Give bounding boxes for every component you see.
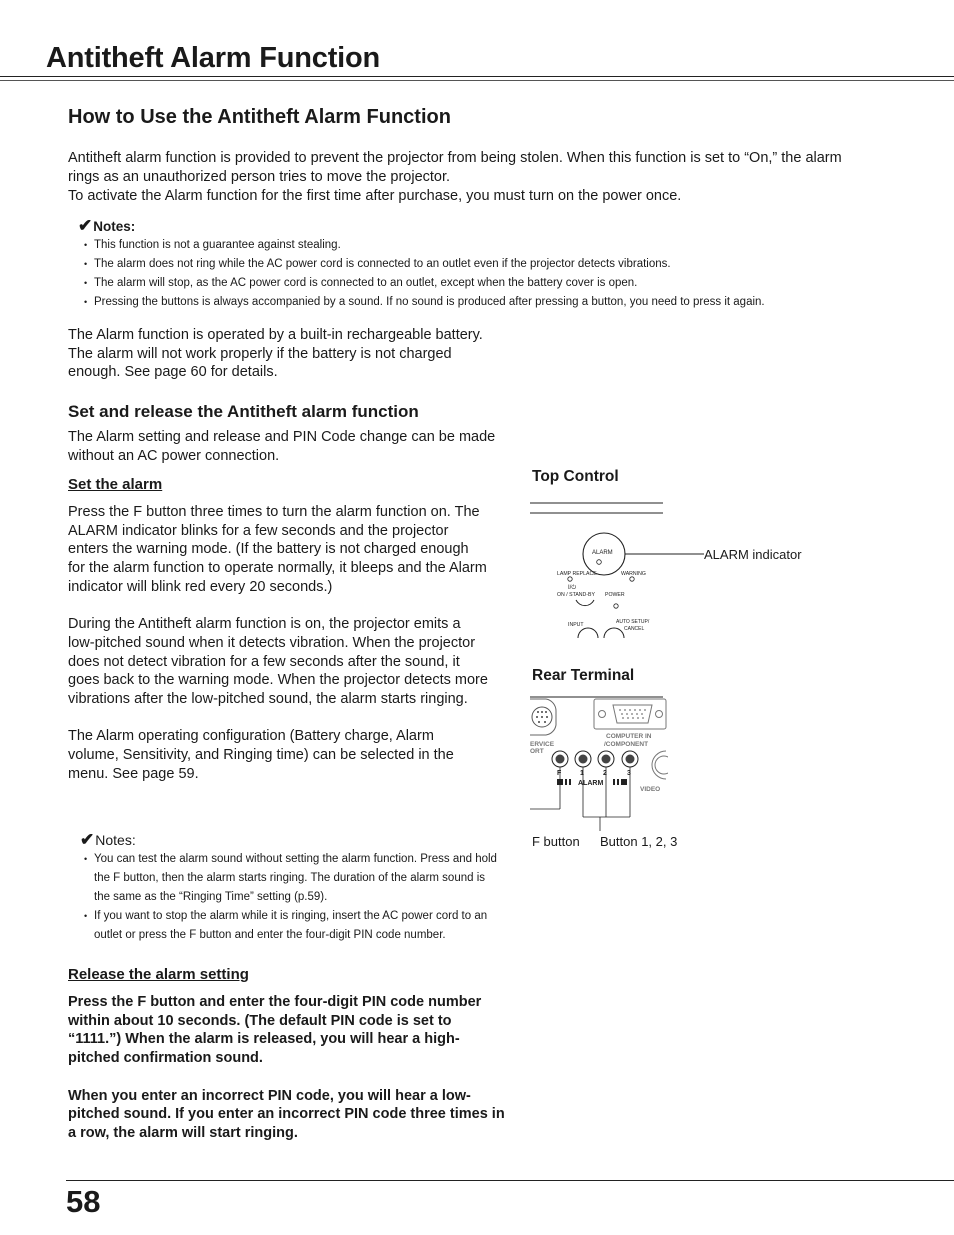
panel-text-component: /COMPONENT bbox=[604, 741, 649, 748]
notes-list bbox=[84, 236, 838, 312]
screw-icon bbox=[599, 711, 606, 718]
note-item: • Pressing the buttons is always accompanied by a sound. If no sound is produced after pressing a button, you need to press it again. bbox=[84, 293, 838, 312]
set-alarm-paragraph: The Alarm operating configuration (Battery charge, Alarm volume, Sensitivity, and Ringing time) can be selected in the menu. See page 59. bbox=[68, 728, 454, 782]
alarm-led-icon bbox=[597, 560, 602, 565]
panel-text-alarm: ALARM bbox=[578, 780, 604, 787]
alarm-bar-right-icon bbox=[613, 779, 615, 785]
panel-text-warning: WARNING bbox=[621, 571, 646, 577]
title-rule bbox=[0, 76, 954, 77]
intro-paragraph: To activate the Alarm function for the first time after purchase, you must turn on the power once. bbox=[68, 188, 682, 204]
notes-list bbox=[84, 850, 500, 945]
set-alarm-paragraph: Press the F button three times to turn the alarm function on. The ALARM indicator blinks for a few seconds and the projector enters the warning mode. (If the battery is not charged enough for the alarm function to operate normally, it bleeps and the Alarm indicator will blink red every 20 seconds.) bbox=[68, 504, 487, 595]
release-alarm-heading: Release the alarm setting bbox=[68, 966, 249, 983]
note-item: • You can test the alarm sound without setting the alarm function. Press and hold the F button, then the alarm starts ringing. The duration of the alarm sound is the same as the “Ringing Time” setting (p.59). bbox=[84, 850, 500, 907]
panel-text-video: VIDEO bbox=[640, 786, 661, 793]
buttons-label: Button 1, 2, 3 bbox=[600, 834, 678, 849]
set-alarm-paragraph: During the Antitheft alarm function is on, the projector emits a low-pitched sound when it detects vibration. When the projector does not detect vibration for a few seconds after the sound, it goes back to the warning mode. When the projector detects more vibrations after the low-pitched sound, the alarm starts ringing. bbox=[68, 616, 488, 708]
set-alarm-body bbox=[68, 503, 488, 802]
battery-paragraph: The Alarm function is operated by a built-in rechargeable battery. The alarm will not work properly if the battery is not charged enough. See page 60 for details. bbox=[68, 327, 483, 381]
screw-icon bbox=[656, 711, 663, 718]
notes-heading: ✔Notes: bbox=[80, 830, 136, 849]
panel-text-power: POWER bbox=[605, 592, 625, 598]
intro-text bbox=[68, 149, 868, 206]
subsection-description: The Alarm setting and release and PIN Code change can be made without an AC power connection. bbox=[68, 429, 496, 464]
note-item: • If you want to stop the alarm while it is ringing, insert the AC power cord to an outlet or press the F button and enter the four-digit PIN code number. bbox=[84, 907, 500, 945]
input-button-arc bbox=[578, 628, 598, 638]
power-symbol-icon: I/⏻ bbox=[568, 585, 577, 591]
auto-setup-button-arc bbox=[604, 628, 624, 638]
lamp-led-icon bbox=[568, 577, 572, 581]
title-rule-secondary bbox=[0, 80, 954, 81]
standby-button-arc bbox=[576, 600, 594, 606]
rear-terminal-label: Rear Terminal bbox=[532, 667, 635, 684]
checkmark-icon: ✔ bbox=[80, 830, 95, 849]
release-paragraph: Press the F button and enter the four-digit PIN code number within about 10 seconds. (The default PIN code is set to “1111.”) When the alarm is released, you will hear a high-pitched confirmation sound. bbox=[68, 994, 482, 1067]
notes-box bbox=[78, 216, 838, 312]
panel-text-service: ERVICE bbox=[530, 741, 555, 748]
video-jack-icon bbox=[655, 756, 668, 774]
top-control-label: Top Control bbox=[532, 468, 619, 485]
set-alarm-heading: Set the alarm bbox=[68, 476, 163, 493]
video-jack-housing bbox=[652, 751, 666, 779]
panel-text-1: 1 bbox=[580, 770, 584, 777]
panel-text-alarm: ALARM bbox=[592, 550, 613, 556]
panel-text-cancel: CANCEL bbox=[624, 626, 645, 632]
intro-paragraph: Antitheft alarm function is provided to prevent the projector from being stolen. When this function is set to “On,” the alarm rings as an unauthorized person tries to move the projector. bbox=[68, 150, 842, 185]
checkmark-icon: ✔ bbox=[78, 216, 93, 235]
note-item: • This function is not a guarantee against stealing. bbox=[84, 236, 838, 255]
rear-terminal-diagram bbox=[528, 693, 668, 833]
note-item: • The alarm does not ring while the AC power cord is connected to an outlet even if the projector detects vibrations. bbox=[84, 255, 838, 274]
notes-heading: ✔Notes: bbox=[78, 216, 136, 235]
panel-text-auto-setup: AUTO SETUP/ bbox=[616, 619, 650, 625]
warning-led-icon bbox=[630, 577, 634, 581]
panel-text-lamp: LAMP REPLACE bbox=[557, 571, 597, 577]
panel-text-computer-in: COMPUTER IN bbox=[606, 733, 652, 740]
power-led-icon bbox=[614, 604, 618, 608]
note-item: • The alarm will stop, as the AC power cord is connected to an outlet, except when the battery cover is open. bbox=[84, 274, 838, 293]
notes-box-secondary bbox=[80, 830, 500, 945]
panel-text-2: 2 bbox=[603, 770, 607, 777]
panel-text-3: 3 bbox=[627, 770, 631, 777]
f-button-label: F button bbox=[532, 834, 580, 849]
subsection-heading: Set and release the Antitheft alarm function bbox=[68, 402, 419, 421]
release-alarm-body bbox=[68, 993, 508, 1161]
panel-text-port: ORT bbox=[530, 748, 544, 755]
page-number: 58 bbox=[66, 1184, 101, 1219]
top-control-panel-diagram bbox=[528, 498, 708, 638]
release-paragraph: When you enter an incorrect PIN code, you will hear a low-pitched sound. If you enter an incorrect PIN code three times in a row, the alarm will start ringing. bbox=[68, 1087, 505, 1141]
panel-text-on-standby: ON / STAND-BY bbox=[557, 592, 595, 598]
page-title: Antitheft Alarm Function bbox=[46, 42, 381, 74]
alarm-indicator-label: ALARM indicator bbox=[704, 547, 802, 562]
footer-rule bbox=[66, 1180, 954, 1181]
panel-text-input: INPUT bbox=[568, 622, 584, 628]
section-heading: How to Use the Antitheft Alarm Function bbox=[68, 106, 451, 128]
panel-text-f: F bbox=[557, 770, 562, 777]
